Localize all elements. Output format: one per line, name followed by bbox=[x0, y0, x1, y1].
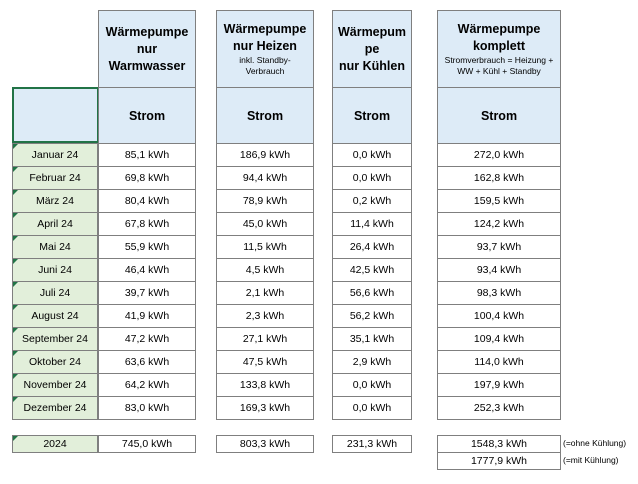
total-value-text: 231,3 kWh bbox=[346, 438, 398, 450]
month-cell[interactable] bbox=[12, 235, 98, 259]
value-text: 100,4 kWh bbox=[473, 310, 525, 322]
value-text: 42,5 kWh bbox=[349, 264, 395, 276]
value-cell[interactable] bbox=[216, 373, 314, 397]
total-label-cell[interactable] bbox=[12, 435, 98, 453]
total-value-cell[interactable] bbox=[437, 435, 561, 453]
value-cell[interactable] bbox=[216, 304, 314, 328]
strom-label: Strom bbox=[246, 108, 284, 123]
value-cell[interactable] bbox=[437, 189, 561, 213]
strom-label: Strom bbox=[353, 108, 391, 123]
value-text: 85,1 kWh bbox=[124, 149, 170, 161]
value-cell[interactable] bbox=[332, 350, 412, 374]
value-cell[interactable] bbox=[332, 143, 412, 167]
comment-indicator bbox=[13, 236, 18, 241]
month-cell[interactable] bbox=[12, 143, 98, 167]
value-cell[interactable] bbox=[437, 304, 561, 328]
month-label: September 24 bbox=[22, 333, 88, 345]
header-title-line: nur Kühlen bbox=[339, 58, 405, 73]
value-text: 35,1 kWh bbox=[349, 333, 395, 345]
comment-indicator bbox=[13, 282, 18, 287]
comment-indicator bbox=[13, 213, 18, 218]
header-subtitle-line: WW + Kühl + Standby bbox=[457, 66, 541, 76]
value-text: 78,9 kWh bbox=[242, 195, 288, 207]
value-text: 56,2 kWh bbox=[349, 310, 395, 322]
note-without-cooling: (=ohne Kühlung) bbox=[563, 438, 627, 448]
value-text: 252,3 kWh bbox=[473, 402, 525, 414]
value-text: 41,9 kWh bbox=[124, 310, 170, 322]
note-with-cooling: (=mit Kühlung) bbox=[563, 455, 619, 465]
value-cell[interactable] bbox=[98, 189, 196, 213]
selected-cell[interactable] bbox=[12, 87, 99, 143]
header-title-line: nur Heizen bbox=[233, 39, 297, 53]
column-header-4 bbox=[437, 10, 561, 88]
value-cell[interactable] bbox=[98, 258, 196, 282]
value-text: 94,4 kWh bbox=[242, 172, 288, 184]
value-cell[interactable] bbox=[216, 258, 314, 282]
value-cell[interactable] bbox=[332, 327, 412, 351]
value-text: 159,5 kWh bbox=[473, 195, 525, 207]
month-label: August 24 bbox=[31, 310, 79, 322]
value-text: 46,4 kWh bbox=[124, 264, 170, 276]
value-cell[interactable] bbox=[98, 143, 196, 167]
value-cell[interactable] bbox=[98, 304, 196, 328]
header-title-line: Wärmepumpe bbox=[223, 22, 307, 36]
month-label: Oktober 24 bbox=[29, 356, 81, 368]
comment-indicator bbox=[13, 328, 18, 333]
value-text: 2,3 kWh bbox=[245, 310, 285, 322]
month-label: Mai 24 bbox=[39, 241, 71, 253]
value-cell[interactable] bbox=[216, 143, 314, 167]
value-text: 93,7 kWh bbox=[476, 241, 522, 253]
month-cell[interactable] bbox=[12, 189, 98, 213]
value-cell[interactable] bbox=[437, 396, 561, 420]
header-title-line: Warmwasser bbox=[108, 58, 186, 73]
month-cell[interactable] bbox=[12, 212, 98, 236]
value-text: 55,9 kWh bbox=[124, 241, 170, 253]
value-cell[interactable] bbox=[98, 373, 196, 397]
value-cell[interactable] bbox=[332, 212, 412, 236]
value-cell[interactable] bbox=[98, 212, 196, 236]
value-text: 2,1 kWh bbox=[245, 287, 285, 299]
header-subtitle-line: Stromverbrauch = Heizung + bbox=[444, 55, 554, 65]
value-text: 26,4 kWh bbox=[349, 241, 395, 253]
month-cell[interactable] bbox=[12, 281, 98, 305]
strom-header-1 bbox=[98, 87, 196, 144]
value-text: 186,9 kWh bbox=[239, 149, 291, 161]
comment-indicator bbox=[13, 436, 18, 441]
value-text: 0,0 kWh bbox=[352, 172, 392, 184]
value-cell[interactable] bbox=[437, 143, 561, 167]
value-cell[interactable] bbox=[332, 189, 412, 213]
value-text: 45,0 kWh bbox=[242, 218, 288, 230]
value-text: 11,5 kWh bbox=[243, 241, 287, 253]
value-cell[interactable] bbox=[437, 258, 561, 282]
value-text: 27,1 kWh bbox=[242, 333, 288, 345]
comment-indicator bbox=[13, 397, 18, 402]
header-subtitle-line: inkl. Standby- bbox=[239, 55, 291, 65]
value-cell[interactable] bbox=[437, 327, 561, 351]
value-cell[interactable] bbox=[98, 166, 196, 190]
month-label: Juni 24 bbox=[38, 264, 72, 276]
value-cell[interactable] bbox=[437, 281, 561, 305]
month-label: Juli 24 bbox=[39, 287, 71, 299]
value-text: 93,4 kWh bbox=[476, 264, 522, 276]
month-cell[interactable] bbox=[12, 350, 98, 374]
column-header-2 bbox=[216, 10, 314, 88]
value-cell[interactable] bbox=[332, 235, 412, 259]
month-label: Januar 24 bbox=[31, 149, 79, 161]
value-cell[interactable] bbox=[437, 212, 561, 236]
month-cell[interactable] bbox=[12, 166, 98, 190]
month-cell[interactable] bbox=[12, 373, 98, 397]
strom-label: Strom bbox=[128, 108, 166, 123]
header-title-line: Wärmepumpe bbox=[457, 22, 541, 36]
value-cell[interactable] bbox=[216, 281, 314, 305]
total-value-text: 803,3 kWh bbox=[239, 438, 291, 450]
header-title-line: nur bbox=[136, 41, 158, 56]
value-cell[interactable] bbox=[437, 166, 561, 190]
comment-indicator bbox=[13, 167, 18, 172]
value-cell[interactable] bbox=[332, 396, 412, 420]
month-cell[interactable] bbox=[12, 258, 98, 282]
comment-indicator bbox=[13, 351, 18, 356]
value-cell[interactable] bbox=[98, 235, 196, 259]
value-text: 0,0 kWh bbox=[352, 402, 392, 414]
value-text: 0,0 kWh bbox=[352, 379, 392, 391]
value-cell[interactable] bbox=[332, 166, 412, 190]
total-value-cell[interactable] bbox=[332, 435, 412, 453]
value-cell[interactable] bbox=[216, 396, 314, 420]
total-value-text: 1548,3 kWh bbox=[470, 438, 528, 450]
comment-indicator bbox=[13, 190, 18, 195]
header-subtitle-line: Verbrauch bbox=[245, 66, 285, 76]
value-text: 4,5 kWh bbox=[245, 264, 285, 276]
value-cell[interactable] bbox=[98, 396, 196, 420]
value-cell[interactable] bbox=[332, 281, 412, 305]
value-cell[interactable] bbox=[216, 189, 314, 213]
value-text: 64,2 kWh bbox=[124, 379, 170, 391]
month-cell[interactable] bbox=[12, 304, 98, 328]
value-cell[interactable] bbox=[216, 212, 314, 236]
value-text: 0,0 kWh bbox=[352, 149, 392, 161]
value-cell[interactable] bbox=[332, 304, 412, 328]
value-text: 98,3 kWh bbox=[476, 287, 522, 299]
value-cell[interactable] bbox=[216, 350, 314, 374]
month-cell[interactable] bbox=[12, 327, 98, 351]
value-text: 133,8 kWh bbox=[239, 379, 291, 391]
total-value-cell[interactable] bbox=[98, 435, 196, 453]
total-label: 2024 bbox=[43, 438, 67, 450]
comment-indicator bbox=[13, 144, 18, 149]
value-text: 272,0 kWh bbox=[473, 149, 525, 161]
header-title-line: pe bbox=[364, 41, 380, 56]
total-value-text: 745,0 kWh bbox=[121, 438, 173, 450]
month-label: März 24 bbox=[36, 195, 74, 207]
value-text: 197,9 kWh bbox=[473, 379, 525, 391]
value-text: 47,5 kWh bbox=[242, 356, 288, 368]
header-title-line: komplett bbox=[472, 39, 526, 53]
month-cell[interactable] bbox=[12, 396, 98, 420]
value-cell[interactable] bbox=[437, 373, 561, 397]
month-label: November 24 bbox=[23, 379, 87, 391]
value-text: 109,4 kWh bbox=[473, 333, 525, 345]
value-cell[interactable] bbox=[98, 350, 196, 374]
value-cell[interactable] bbox=[98, 327, 196, 351]
value-cell[interactable] bbox=[437, 350, 561, 374]
value-text: 67,8 kWh bbox=[124, 218, 170, 230]
value-cell[interactable] bbox=[332, 258, 412, 282]
total-extra-cell[interactable] bbox=[437, 452, 561, 470]
comment-indicator bbox=[13, 374, 18, 379]
strom-header-2 bbox=[216, 87, 314, 144]
value-cell[interactable] bbox=[216, 235, 314, 259]
strom-header-4 bbox=[437, 87, 561, 144]
header-title-line: Wärmepumpe bbox=[105, 24, 189, 39]
value-text: 124,2 kWh bbox=[473, 218, 525, 230]
value-text: 47,2 kWh bbox=[124, 333, 170, 345]
value-text: 169,3 kWh bbox=[239, 402, 291, 414]
value-text: 0,2 kWh bbox=[352, 195, 392, 207]
value-text: 2,9 kWh bbox=[352, 356, 392, 368]
value-text: 56,6 kWh bbox=[349, 287, 395, 299]
strom-header-3 bbox=[332, 87, 412, 144]
value-text: 11,4 kWh bbox=[350, 218, 394, 230]
value-text: 162,8 kWh bbox=[473, 172, 525, 184]
comment-indicator bbox=[13, 305, 18, 310]
total-value-cell[interactable] bbox=[216, 435, 314, 453]
value-text: 114,0 kWh bbox=[474, 356, 524, 368]
month-label: Dezember 24 bbox=[23, 402, 87, 414]
value-text: 83,0 kWh bbox=[124, 402, 170, 414]
value-text: 80,4 kWh bbox=[124, 195, 170, 207]
value-text: 63,6 kWh bbox=[124, 356, 170, 368]
value-cell[interactable] bbox=[216, 166, 314, 190]
comment-indicator bbox=[13, 259, 18, 264]
value-cell[interactable] bbox=[332, 373, 412, 397]
month-label: April 24 bbox=[37, 218, 73, 230]
month-label: Februar 24 bbox=[29, 172, 81, 184]
value-text: 39,7 kWh bbox=[124, 287, 170, 299]
total-extra-text: 1777,9 kWh bbox=[470, 455, 528, 467]
header-title-line: Wärmepum bbox=[337, 24, 407, 39]
strom-label: Strom bbox=[480, 108, 518, 123]
column-header-1 bbox=[98, 10, 196, 88]
value-cell[interactable] bbox=[437, 235, 561, 259]
value-text: 69,8 kWh bbox=[124, 172, 170, 184]
column-header-3 bbox=[332, 10, 412, 88]
value-cell[interactable] bbox=[216, 327, 314, 351]
value-cell[interactable] bbox=[98, 281, 196, 305]
